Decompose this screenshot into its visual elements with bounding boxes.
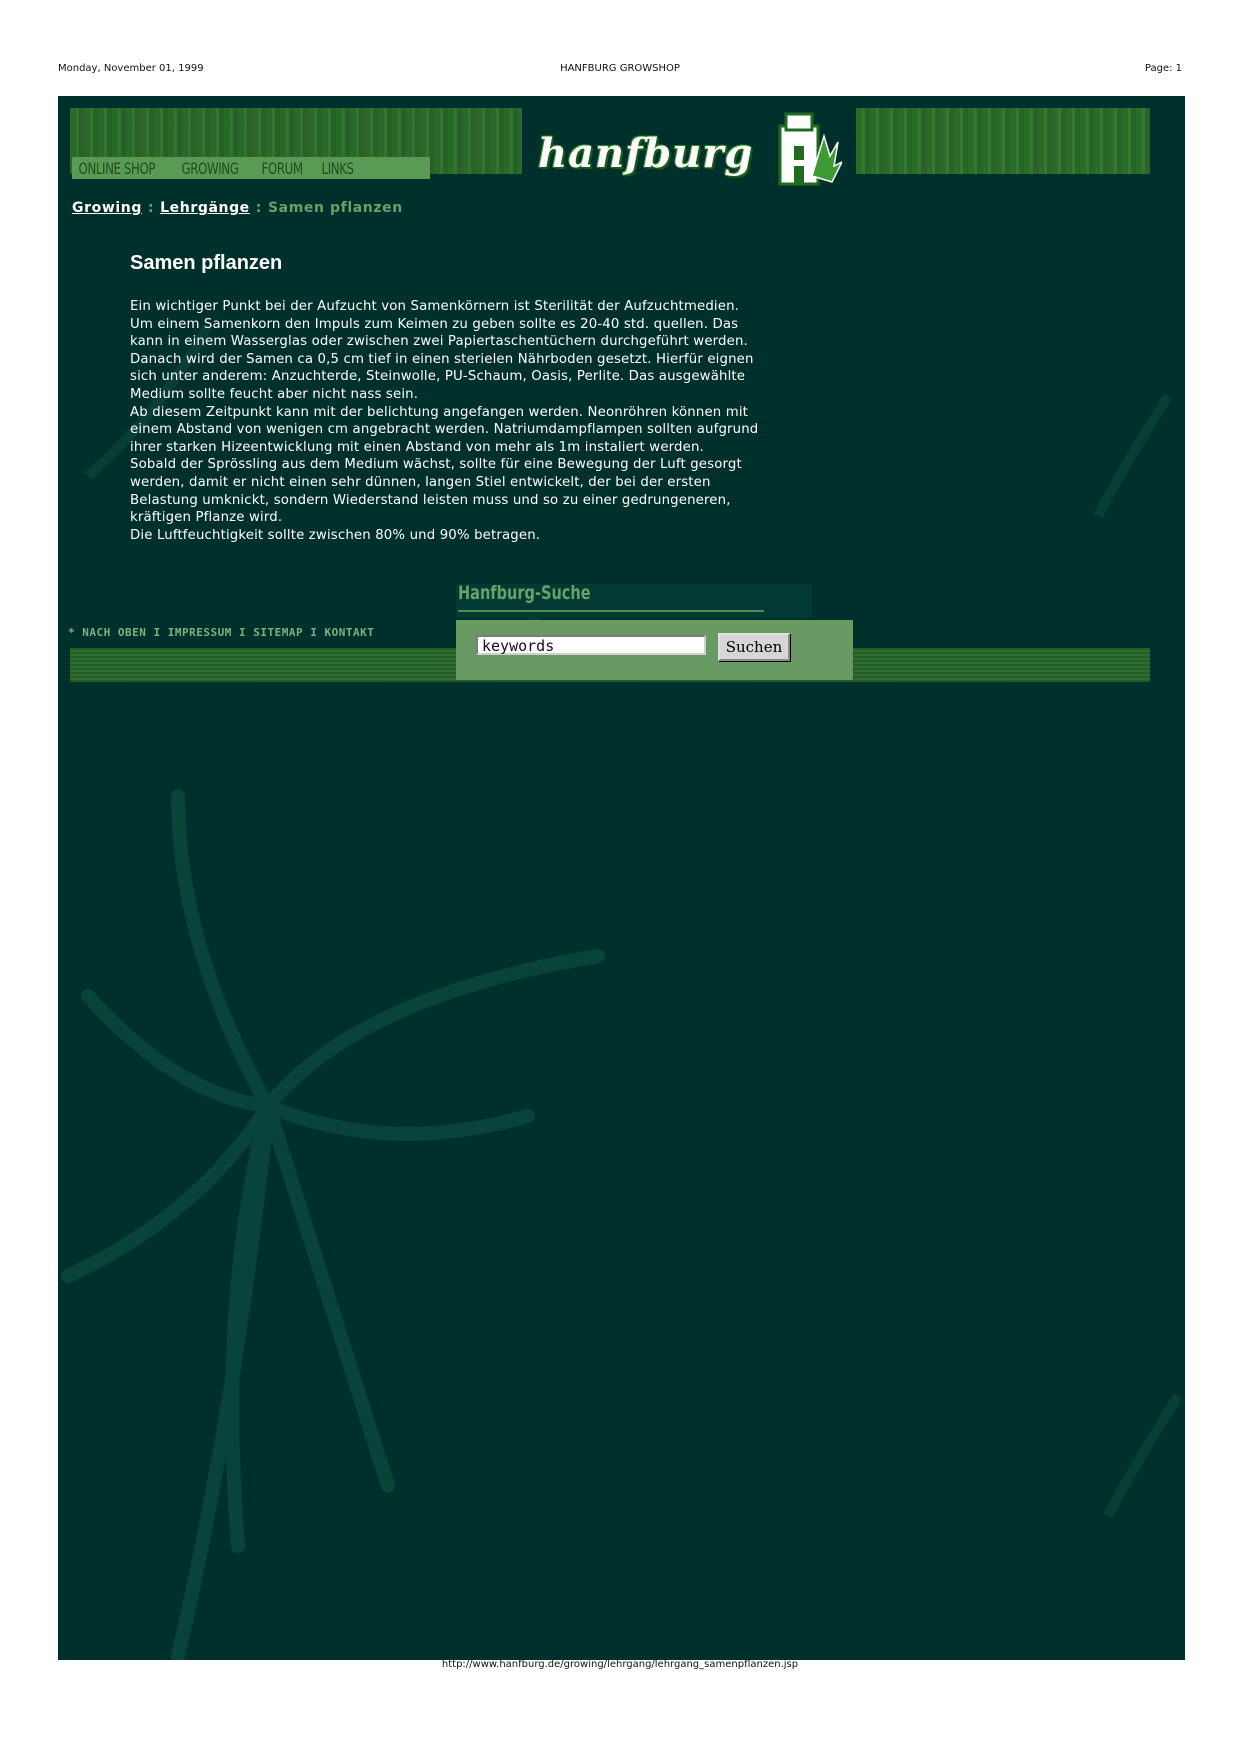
search-button[interactable]: Suchen: [718, 633, 790, 661]
footer-link-impressum[interactable]: IMPRESSUM: [167, 626, 232, 639]
nav-online-shop[interactable]: ONLINE SHOP: [78, 158, 156, 178]
footer-link-sitemap[interactable]: SITEMAP: [253, 626, 304, 639]
breadcrumb: [72, 200, 403, 216]
breadcrumb-link-growing[interactable]: Growing: [72, 200, 142, 216]
print-header-date: Monday, November 01, 1999: [58, 63, 204, 74]
breadcrumb-separator: :: [147, 200, 155, 216]
footer-link-separator: I: [238, 626, 247, 639]
logo-text: hanfburg: [538, 130, 754, 177]
search-input[interactable]: keywords: [476, 635, 706, 655]
footer-links: [68, 626, 374, 639]
footer-link-kontakt[interactable]: KONTAKT: [324, 626, 375, 639]
print-footer-url: http://www.hanfburg.de/growing/lehrgang/lehrgang_samenpflanzen.jsp: [441, 1659, 799, 1670]
breadcrumb-current: Samen pflanzen: [267, 200, 403, 216]
breadcrumb-link-lehrgaenge[interactable]: Lehrgänge: [160, 200, 250, 216]
footer-link-nach-oben[interactable]: * NACH OBEN: [68, 626, 147, 639]
print-header-title: HANFBURG GROWSHOP: [560, 63, 680, 74]
breadcrumb-separator: :: [255, 200, 262, 216]
footer-link-separator: I: [310, 626, 318, 639]
print-header-page-number: Page: 1: [1144, 63, 1182, 74]
nav-forum[interactable]: FORUM: [261, 158, 303, 178]
web-page: [58, 96, 1185, 1660]
nav-links[interactable]: LINKS: [321, 158, 354, 178]
castle-leaf-icon: [772, 106, 842, 188]
footer-link-separator: I: [153, 626, 161, 639]
search-panel: [456, 620, 853, 680]
nav-growing[interactable]: GROWING: [181, 158, 239, 178]
header-banner-right: [856, 108, 1150, 174]
main-nav: [72, 157, 430, 179]
article-title: Samen pflanzen: [130, 252, 283, 274]
search-title: Hanfburg-Suche: [458, 582, 591, 604]
article-body: Ein wichtiger Punkt bei der Aufzucht von Samenkörnern ist Sterilität der Aufzuchtmedien. Um einem Samenkorn den Impuls zum Keimen zu geben sollte es 20-40 std. quellen. Das kann in einem Wasserglas oder zwischen zwei Papiertaschentüchern durchgeführt werden. Danach wird der Samen ca 0,5 cm tief in einen sterielen Nährboden gesetzt. Hierfür eignen sich unter anderem: Anzuchterde, Steinwolle, PU-Schaum, Oasis, Perlite. Das ausgewählte Medium sollte feucht aber nicht nass sein. Ab diesem Zeitpunkt kann mit der belichtung angefangen werden. Neonröhren können mit einem Abstand von wenigen cm angebracht werden. Natriumdampflampen sollten aufgrund ihrer starken Hizeentwicklung mit einen Abstand von mehr als 1m instaliert werden. Sobald der Sprössling aus dem Medium wächst, sollte für eine Bewegung der Luft gesorgt werden, damit er nicht einen sehr dünnen, langen Stiel entwickelt, der bei der ersten Belastung umknickt, sondern Wiederstand leisten muss und so zu einer gedrungeneren, kräftigen Pflanze wird. Die Luftfeuchtigkeit sollte zwischen 80% und 90% betragen.: [130, 299, 759, 543]
search-title-underline: [458, 610, 764, 612]
hanfburg-logo[interactable]: [536, 102, 856, 194]
